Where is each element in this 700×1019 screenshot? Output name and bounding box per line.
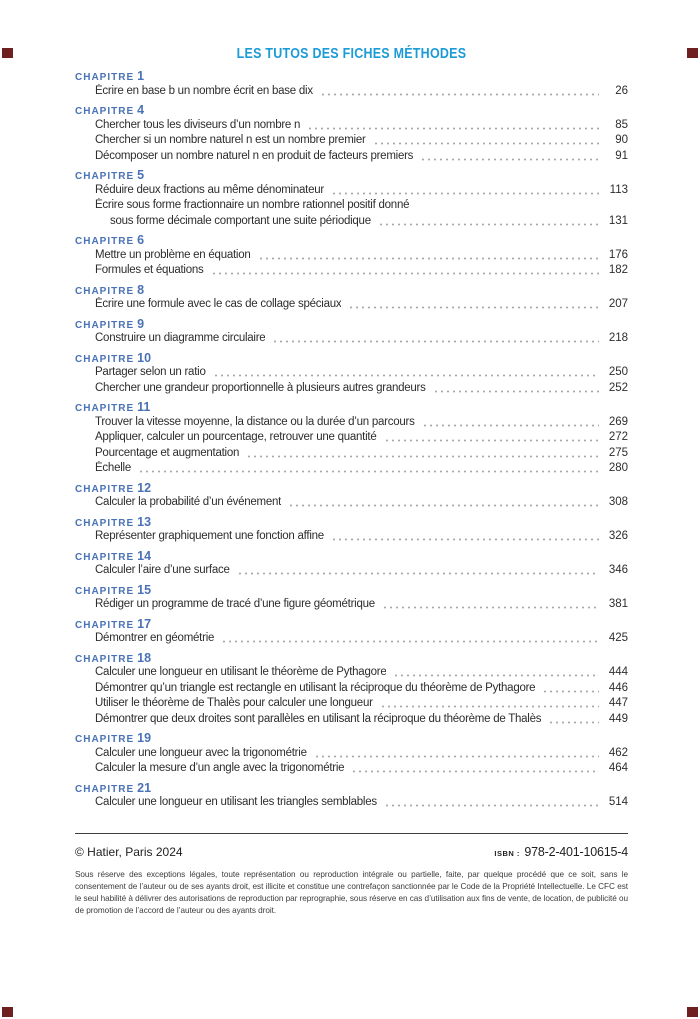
- chapter-19: [75, 730, 628, 777]
- dotted-leader: [384, 430, 599, 446]
- chapter-4: [75, 102, 628, 164]
- chapter-number: 11: [137, 400, 151, 414]
- chapter-number: 17: [137, 616, 152, 631]
- toc-entry: [75, 297, 628, 313]
- page-number: 113: [609, 183, 628, 196]
- chapter-label: CHAPITRE: [75, 517, 135, 529]
- chapter-label: CHAPITRE: [75, 653, 135, 665]
- page-number: 131: [608, 214, 628, 227]
- chapter-heading: [75, 616, 628, 632]
- chapter-number: 14: [137, 548, 152, 563]
- chapter-number: 21: [137, 780, 152, 795]
- chapter-15: [75, 582, 628, 613]
- chapter-label: CHAPITRE: [75, 585, 135, 597]
- entry-title: Écrire une formule avec le cas de collage spéciaux: [95, 298, 342, 310]
- chapter-label: CHAPITRE: [75, 236, 135, 247]
- chapter-13: [75, 514, 628, 545]
- toc-entry: [75, 446, 628, 462]
- dotted-leader: [348, 297, 599, 313]
- page-number: 464: [608, 762, 628, 774]
- entry-title: Décomposer un nombre naturel n en produit de facteurs premiers: [95, 149, 414, 162]
- toc-entry: [75, 133, 628, 149]
- chapter-number: 9: [137, 316, 145, 331]
- entry-title: Appliquer, calculer un pourcentage, retrouver une quantité: [95, 431, 377, 443]
- isbn-value: 978-2-401-10615-4: [524, 844, 628, 859]
- toc-entry: [75, 529, 628, 545]
- toc-page: [0, 46, 700, 917]
- page-number: 250: [608, 366, 628, 378]
- entry-title: Formules et équations: [95, 264, 204, 276]
- page-number: 280: [608, 462, 628, 474]
- toc-entry: [75, 795, 628, 811]
- chapter-heading: [75, 350, 628, 366]
- toc-entry: [75, 331, 628, 347]
- chapter-label: CHAPITRE: [75, 106, 135, 117]
- chapter-21: [75, 780, 628, 811]
- footer-divider: [75, 833, 628, 834]
- toc-entry: [75, 415, 628, 431]
- chapter-label: CHAPITRE: [75, 353, 135, 365]
- toc-entry: [75, 597, 628, 613]
- toc-entry: [75, 214, 628, 230]
- page-number: 446: [608, 681, 628, 694]
- dotted-leader: [138, 461, 599, 477]
- chapter-5: [75, 167, 628, 229]
- page-number: 381: [608, 598, 628, 610]
- toc-entry: [75, 461, 628, 477]
- chapter-heading: [75, 548, 628, 564]
- toc-entry: [75, 712, 628, 728]
- toc-entry: [75, 665, 628, 681]
- dotted-leader: [221, 631, 599, 647]
- toc-entry: [75, 430, 628, 446]
- chapter-number: 19: [137, 731, 152, 745]
- page-number: 90: [615, 134, 628, 146]
- chapter-8: [75, 282, 628, 313]
- corner-mark-top-right: [687, 48, 698, 58]
- isbn: [494, 843, 628, 861]
- page-number: 252: [608, 381, 628, 394]
- entry-title: sous forme décimale comportant une suite périodique: [110, 214, 371, 227]
- dotted-leader: [393, 665, 599, 681]
- toc-entry: [75, 631, 628, 647]
- chapter-14: [75, 548, 628, 579]
- dotted-leader: [378, 214, 599, 230]
- dotted-leader: [246, 446, 599, 462]
- chapter-heading: [75, 167, 628, 183]
- entry-title: Construire un diagramme circulaire: [95, 332, 266, 344]
- page-number: 326: [608, 530, 628, 542]
- chapter-number: 13: [137, 514, 152, 529]
- toc-entry: [75, 118, 628, 134]
- entry-title: Calculer l’aire d’une surface: [95, 564, 230, 576]
- page-number: 462: [608, 746, 628, 759]
- chapter-heading: [75, 730, 628, 746]
- entry-title: Trouver la vitesse moyenne, la distance ou la durée d’un parcours: [95, 415, 415, 428]
- dotted-leader: [211, 263, 599, 279]
- toc-entry: [75, 563, 628, 579]
- entry-title: Pourcentage et augmentation: [95, 446, 240, 459]
- entry-title: Calculer la probabilité d’un événement: [95, 496, 282, 508]
- page-title: LES TUTOS DES FICHES MÉTHODES: [236, 46, 467, 62]
- chapter-label: CHAPITRE: [75, 551, 135, 563]
- entry-title: Écrire en base b un nombre écrit en base dix: [95, 84, 313, 97]
- dotted-leader: [320, 84, 599, 100]
- dotted-leader: [237, 563, 599, 579]
- page-number: 346: [608, 564, 628, 576]
- footer-row: [75, 843, 628, 861]
- toc-entry: [75, 263, 628, 279]
- chapter-11: [75, 399, 628, 477]
- toc-entry: [75, 365, 628, 381]
- toc-entry: [75, 84, 628, 100]
- chapter-heading: [75, 514, 628, 530]
- chapter-heading: [75, 68, 628, 84]
- dotted-leader: [314, 746, 599, 762]
- entry-title: Calculer la mesure d’un angle avec la trigonométrie: [95, 762, 345, 774]
- page-number: 308: [608, 496, 628, 508]
- entry-title: Mettre un problème en équation: [95, 248, 251, 261]
- toc-entry: [75, 746, 628, 762]
- page-number: 207: [608, 298, 628, 310]
- page-number: 449: [608, 712, 628, 725]
- chapter-18: [75, 650, 628, 728]
- page-number: 269: [608, 415, 628, 428]
- entry-title: Réduire deux fractions au même dénominateur: [95, 183, 324, 196]
- chapter-label: CHAPITRE: [75, 783, 135, 795]
- chapter-heading: [75, 480, 628, 496]
- chapter-1: [75, 68, 628, 99]
- toc-entry: [75, 198, 628, 214]
- copyright-text: © Hatier, Paris 2024: [75, 844, 183, 859]
- chapter-12: [75, 480, 628, 511]
- chapter-number: 6: [137, 233, 145, 247]
- chapter-heading: [75, 582, 628, 598]
- chapter-heading: [75, 650, 628, 666]
- entry-title: Échelle: [95, 462, 131, 474]
- dotted-leader: [382, 597, 599, 613]
- dotted-leader: [307, 118, 599, 134]
- corner-mark-bottom-right: [687, 1007, 698, 1017]
- chapter-number: 12: [137, 480, 152, 495]
- toc-entry: [75, 696, 628, 712]
- toc-entry: [75, 681, 628, 697]
- chapter-label: CHAPITRE: [75, 619, 135, 631]
- dotted-leader: [272, 331, 599, 347]
- toc-chapters: [75, 68, 628, 811]
- chapter-number: 4: [137, 103, 145, 117]
- page-number: 91: [615, 149, 628, 162]
- chapter-number: 1: [137, 69, 145, 83]
- page-number: 447: [608, 697, 628, 709]
- entry-title: Démontrer que deux droites sont parallèles en utilisant la réciproque du théorème de Thalès: [95, 712, 542, 725]
- isbn-label: ISBN :: [494, 848, 520, 858]
- chapter-heading: [75, 282, 628, 298]
- dotted-leader: [422, 415, 599, 431]
- entry-title: Partager selon un ratio: [95, 366, 206, 378]
- entry-title: Rédiger un programme de tracé d’une figure géométrique: [95, 598, 375, 610]
- page-number: 182: [608, 264, 628, 276]
- chapter-label: CHAPITRE: [75, 483, 135, 495]
- chapter-17: [75, 616, 628, 647]
- dotted-leader: [380, 696, 599, 712]
- chapter-label: CHAPITRE: [75, 734, 135, 745]
- toc-entry: [75, 248, 628, 264]
- chapter-10: [75, 350, 628, 397]
- entry-title: Démontrer qu’un triangle est rectangle en utilisant la réciproque du théorème de Pythagore: [95, 681, 536, 694]
- toc-entry: [75, 761, 628, 777]
- chapter-number: 8: [137, 282, 145, 297]
- toc-entry: [75, 495, 628, 511]
- entry-title: Représenter graphiquement une fonction affine: [95, 530, 324, 542]
- page-number: 514: [608, 796, 628, 808]
- entry-title: Calculer une longueur en utilisant le théorème de Pythagore: [95, 666, 387, 678]
- entry-title: Chercher tous les diviseurs d’un nombre n: [95, 118, 301, 131]
- dotted-leader: [258, 248, 599, 264]
- dotted-leader: [542, 681, 599, 697]
- entry-title: Écrire sous forme fractionnaire un nombre rationnel positif donné: [95, 199, 410, 211]
- page-number: 272: [608, 431, 628, 443]
- entry-title: Chercher une grandeur proportionnelle à plusieurs autres grandeurs: [95, 381, 426, 394]
- page-number: 444: [608, 666, 628, 678]
- dotted-leader: [548, 712, 599, 728]
- dotted-leader: [384, 795, 599, 811]
- chapter-6: [75, 232, 628, 279]
- chapter-9: [75, 316, 628, 347]
- toc-entry: [75, 149, 628, 165]
- chapter-heading: [75, 399, 628, 415]
- dotted-leader: [420, 149, 599, 165]
- corner-mark-top-left: [2, 48, 13, 58]
- entry-title: Chercher si un nombre naturel n est un nombre premier: [95, 134, 366, 146]
- dotted-leader: [351, 761, 599, 777]
- entry-title: Démontrer en géométrie: [95, 632, 215, 644]
- chapter-number: 10: [137, 350, 152, 365]
- entry-title: Calculer une longueur avec la trigonométrie: [95, 746, 307, 759]
- entry-title: Utiliser le théorème de Thalès pour calculer une longueur: [95, 697, 373, 709]
- chapter-label: CHAPITRE: [75, 319, 135, 331]
- chapter-label: CHAPITRE: [75, 285, 135, 297]
- dotted-leader: [373, 133, 599, 149]
- chapter-heading: [75, 780, 628, 796]
- toc-entry: [75, 183, 628, 199]
- page-number: 26: [615, 84, 628, 97]
- dotted-leader: [288, 495, 599, 511]
- dotted-leader: [331, 183, 599, 199]
- entry-title: Calculer une longueur en utilisant les triangles semblables: [95, 796, 377, 808]
- page-number: 85: [615, 118, 628, 131]
- dotted-leader: [331, 529, 599, 545]
- chapter-heading: [75, 102, 628, 118]
- corner-mark-bottom-left: [2, 1007, 13, 1017]
- page-number: 275: [608, 446, 628, 459]
- chapter-label: CHAPITRE: [75, 403, 135, 414]
- chapter-heading: [75, 316, 628, 332]
- page-number: 218: [608, 332, 628, 344]
- toc-entry: [75, 381, 628, 397]
- dotted-leader: [433, 381, 599, 397]
- chapter-number: 5: [137, 168, 145, 182]
- dotted-leader: [213, 365, 599, 381]
- page-number: 425: [608, 632, 628, 644]
- legal-notice: Sous réserve des exceptions légales, toute représentation ou reproduction intégrale ou partielle, faite, par quelque procédé que ce soit, sans le consentement de l’auteur ou de ses ayants droit, est illicite et constitue une contrefaçon sanctionnée par le Code de la Propriété Intellectuelle. Le CFC est le seul habilité à délivrer des autorisations de reproduction par reprographie, sous réserve en cas d’utilisation aux fins de vente, de location, de publicité ou de promotion de l’accord de l’auteur ou des ayants droit.: [75, 869, 628, 916]
- page-number: 176: [608, 248, 628, 261]
- chapter-label: CHAPITRE: [75, 171, 135, 182]
- chapter-number: 15: [137, 582, 152, 597]
- chapter-label: CHAPITRE: [75, 72, 135, 83]
- chapter-number: 18: [137, 650, 152, 665]
- chapter-heading: [75, 232, 628, 248]
